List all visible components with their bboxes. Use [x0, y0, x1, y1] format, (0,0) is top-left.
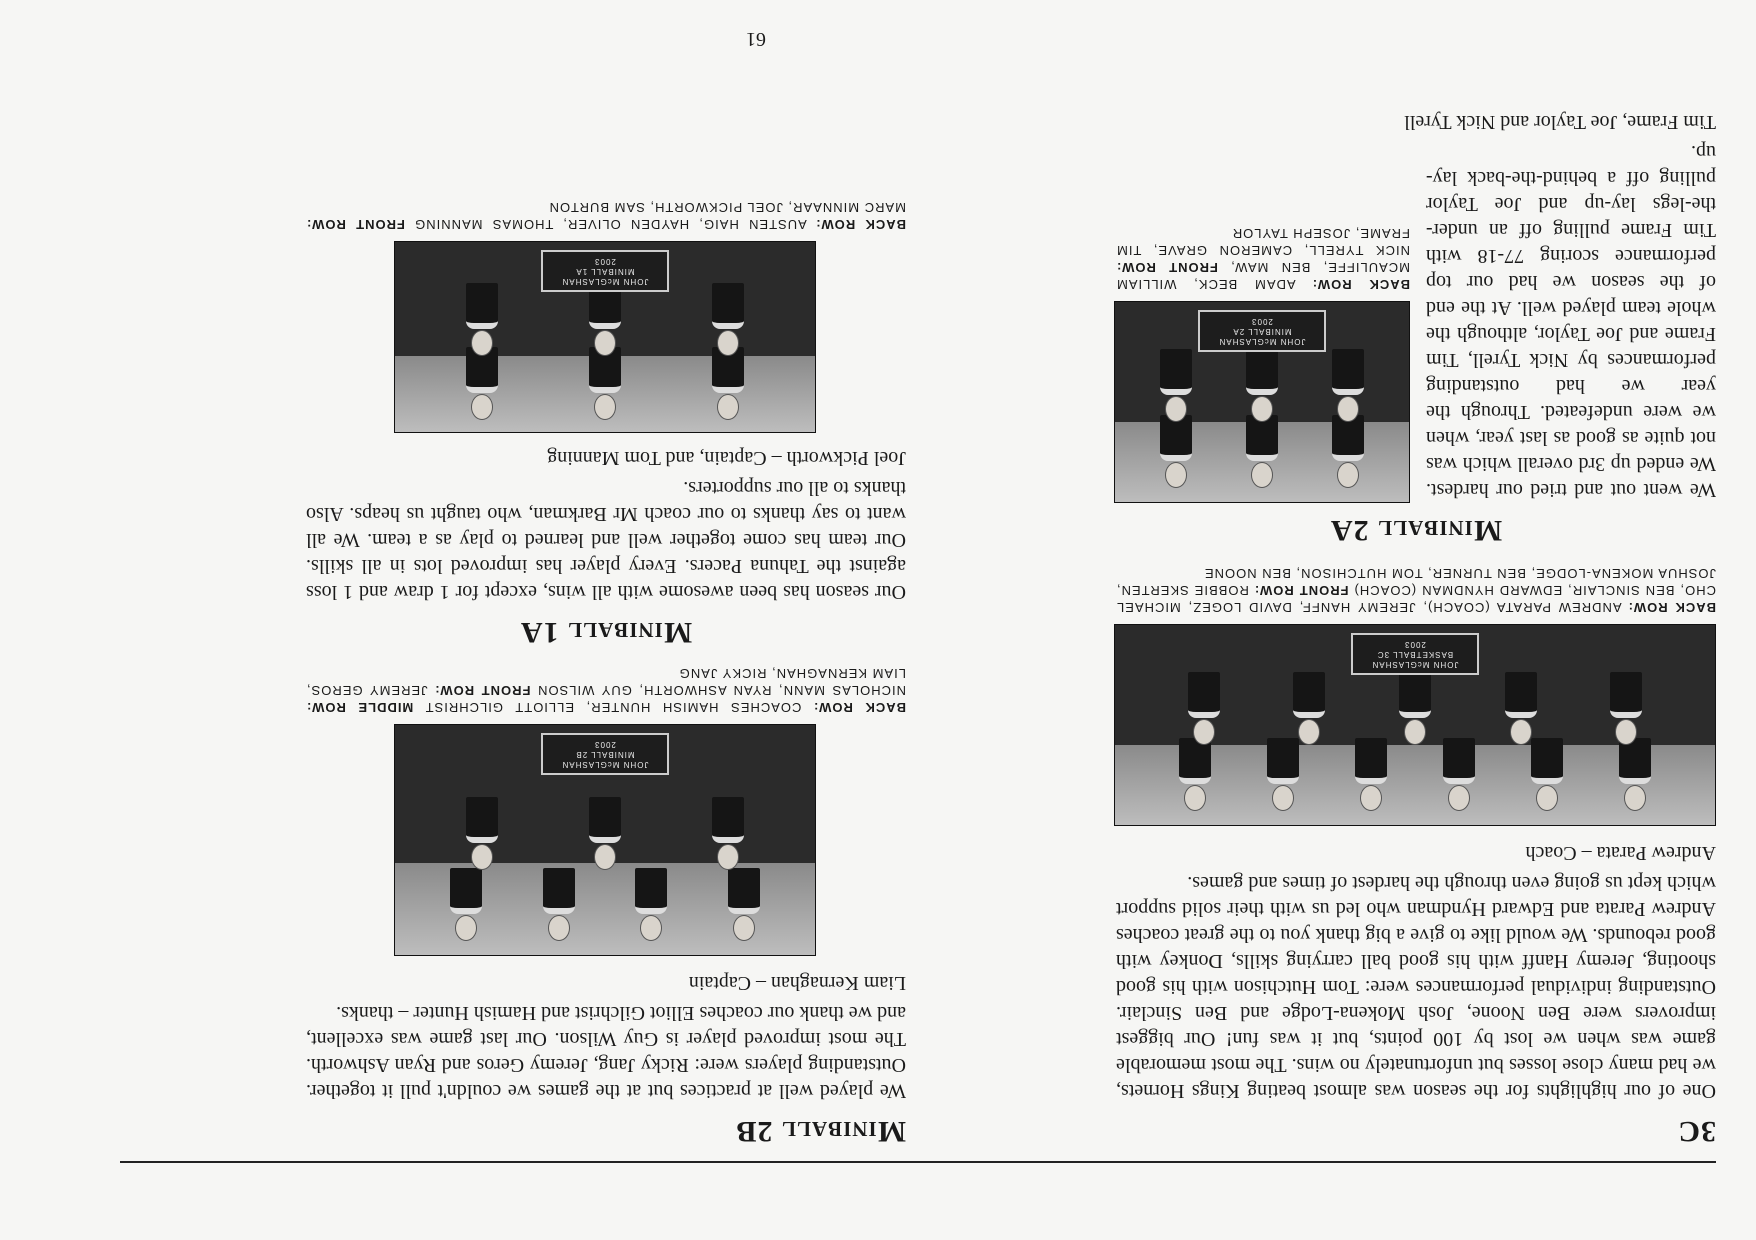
- page-number: 61: [746, 28, 766, 50]
- body-3c: One of our highlights for the season was almost beating Kings Hornets, we had many close losses but unfortunately no wins. The most memorable game was when we lost by 100 points, but it was fun! Our biggest improvers were Ben Noone, Josh Mokena-Lodge and Ben Sinclair. Outstanding individual performances were: Tom Hutchison with his good shooting, Jeremy Hanff with his good ball carrying skills, Donkey with good rebounds. We would like to give a big thank you to the great coaches Andrew Parata and Edward Hyndman who led us with their solid support which kept us going even through the hardest of times and games.: [1116, 872, 1716, 1102]
- photo-sign-2a: JOHN McGLASHAN MINIBALL 2A 2003: [1198, 310, 1326, 352]
- signature-3c: Andrew Parata – Coach: [1525, 842, 1716, 864]
- body-2a: We went out and tried our hardest. We ended up 3rd overall which was not quite as good as last year, when we were undefeated. Through the year we had outstanding performances by Nick Tyrell, Tim Frame and Joe Taylor, although the whole team played well. At the end of the season we had our top performance scoring 77-18 with Tim Frame pulling off an under-the-legs lay-up and Joe Taylor pulling off a behind-the-back lay-up.: [1426, 141, 1716, 501]
- signature-2a: Tim Frame, Joe Taylor and Nick Tyrell: [1404, 111, 1716, 133]
- team-photo-2b: [394, 724, 816, 956]
- heading-2b: Miniball 2B: [735, 1115, 906, 1148]
- body-2b: We played well at practices but at the games we couldn't pull it together. Outstanding players were: Ricky Jang, Jeremy Geros and Ryan Ashworth. The most improved player is Guy Wilson. Our last game was excellent, and we thank our coaches Elliot Gilchrist and Hamish Hunter – thanks.: [306, 1002, 906, 1102]
- photo-sign-2b: JOHN McGLASHAN MINIBALL 2B 2003: [541, 733, 669, 775]
- heading-2a: Miniball 2A: [1329, 514, 1503, 547]
- caption-2a: BACK ROW: ADAM BECK, WILLIAM MCAULIFFE, BEN MAW, FRONT ROW: NICK TYRELL, CAMERON GRAVE, TIM FRAME, JOSEPH TAYLOR: [1116, 226, 1410, 292]
- team-photo-1a: [394, 241, 816, 433]
- section-2a-body: [1116, 139, 1716, 503]
- heading-3c: 3C: [1677, 1115, 1716, 1148]
- photo-sign-3c: JOHN McGLASHAN BASKETBALL 3C 2003: [1351, 633, 1479, 675]
- caption-1a: BACK ROW: AUSTEN HAIG, HAYDEN OLIVER, THOMAS MANNING FRONT ROW: MARC MINNAAR, JOEL PICKWORTH, SAM BURTON: [306, 200, 906, 232]
- signature-2b: Liam Kernaghan – Captain: [688, 972, 906, 994]
- right-column: [306, 199, 906, 1148]
- team-photo-3c: [1114, 624, 1716, 826]
- left-column: [1116, 109, 1716, 1148]
- signature-1a: Joel Pickworth – Captain, and Tom Manning: [547, 447, 906, 469]
- body-1a: Our season has been awesome with all wins, except for 1 draw and 1 loss against the Tahuna Pacers. Every player has improved lots in all skills. Our team has come together well and learned to play as a team. We all want to say thanks to our coach Mr Barkman, who taught us heaps. Also thanks to all our supporters.: [306, 477, 906, 603]
- team-photo-2a: [1114, 301, 1410, 503]
- caption-3c: BACK ROW: ANDREW PARATA (COACH), JEREMY HANFF, DAVID LOGEZ, MICHAEL CHO, BEN SINCLAIR, EDWARD HYNDMAN (COACH) FRONT ROW: ROBBIE SKERTEN, JOSHUA MOKENA-LODGE, BEN TURNER, TOM HUTCHISON, BEN NOONE: [1115, 566, 1716, 615]
- heading-1a: Miniball 1A: [519, 616, 693, 649]
- photo-sign-1a: JOHN McGLASHAN MINIBALL 1A 2003: [541, 250, 669, 292]
- top-rule: [120, 1161, 1716, 1163]
- caption-2b: BACK ROW: COACHES HAMISH HUNTER, ELLIOTT GILCHRIST MIDDLE ROW: NICHOLAS MANN, RYAN ASHWORTH, GUY WILSON FRONT ROW: JEREMY GEROS, LIAM KERNAGHAN, RICKY JANG: [306, 666, 906, 715]
